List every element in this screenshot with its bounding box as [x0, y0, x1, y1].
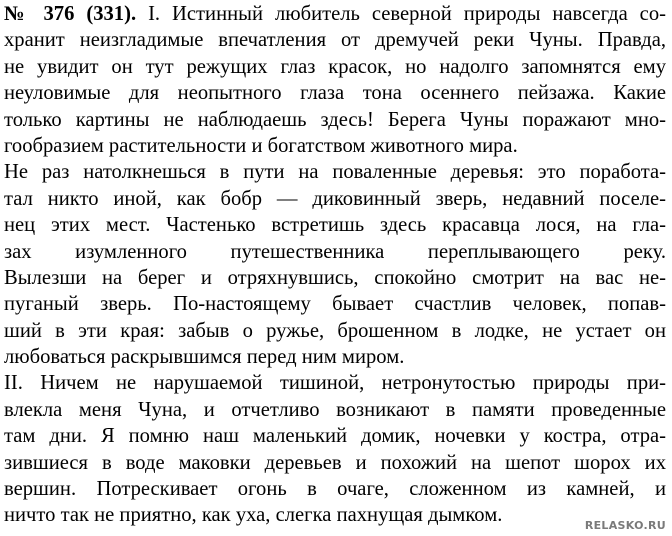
text-line: неуловимые для неопытного глаза тона осеннего пейзажа. Какие	[4, 82, 666, 105]
text-line: хранит неизгладимые впечатления от дремучей реки Чуны. Правда,	[4, 29, 666, 52]
exercise-number: № 376 (331).	[4, 3, 137, 25]
exercise-text	[4, 1, 666, 529]
text-line: нец этих мест. Частенько встретишь здесь красавца лося, на гла-	[4, 214, 666, 237]
text-line: Вылезши на берег и отряхнувшись, спокойно смотрит на вас не-	[4, 266, 666, 289]
text-line: вершин. Потрескивает огонь в очаге, сложенном из камней, и	[4, 478, 666, 501]
text-line: гообразием растительности и богатством животного мира.	[4, 134, 518, 157]
text-line: тал никто иной, как бобр — диковинный зверь, недавний поселе-	[4, 187, 666, 210]
text-line: там дни. Я помню наш маленький домик, ночевки у костра, отра-	[4, 425, 666, 448]
text-line: ничто так не приятно, как уха, слегка пахнущая дымком.	[4, 504, 503, 527]
text-line: зах изумленного путешественника переплывающего реку.	[4, 240, 666, 263]
text-line: ший в эти края: забыв о ружье, брошенном в лодке, не устает он	[4, 319, 666, 342]
text-line: пуганый зверь. По-настоящему бывает счастлив человек, попав-	[4, 293, 666, 316]
line-text: Истинный любитель северной природы навсегда со-	[172, 3, 666, 25]
text-line: зившиеся в воде маковки деревьев и похожий на шепот шорох их	[4, 451, 666, 474]
text-line: II. Ничем не нарушаемой тишиной, нетронутостью природы при-	[4, 372, 666, 395]
watermark: RELASKO.RU	[584, 519, 666, 532]
text-line: только картины не наблюдаешь здесь! Берега Чуны поражают мно-	[4, 108, 666, 131]
text-line: любоваться раскрывшимся перед ним миром.	[4, 346, 405, 369]
text-line: влекла меня Чуна, и отчетливо возникают в памяти проведенные	[4, 398, 666, 421]
part-label: I.	[148, 3, 161, 25]
text-line: Не раз натолкнешься в пути на поваленные деревья: это поработа-	[4, 161, 666, 184]
text-line	[4, 1, 666, 27]
text-line: не увидит он тут режущих глаз красок, но надолго запомнятся ему	[4, 55, 666, 78]
